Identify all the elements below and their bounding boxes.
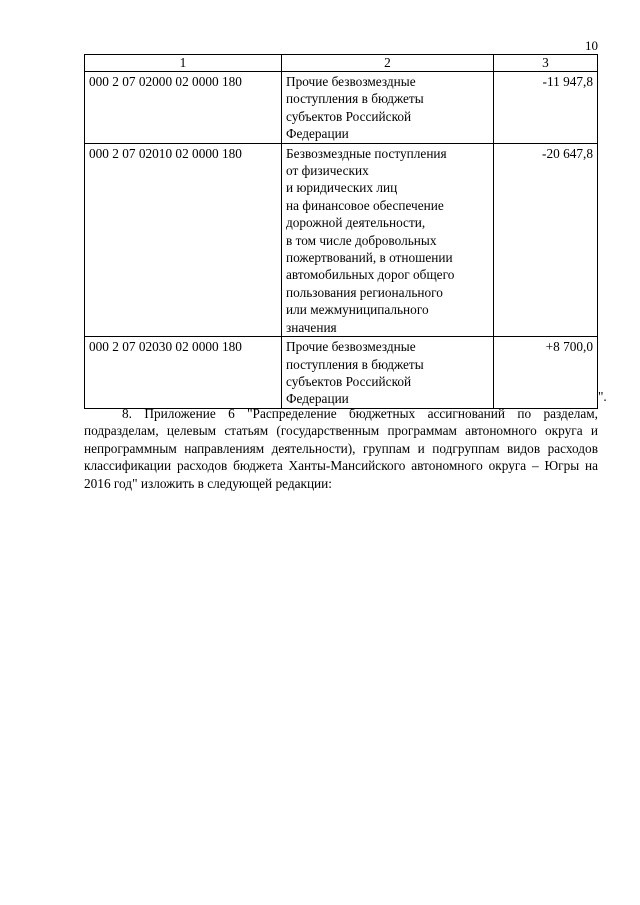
revenue-name-line: Прочие безвозмездные	[286, 74, 416, 89]
revenue-name-line: Прочие безвозмездные	[286, 339, 416, 355]
amount-cell: -11 947,8	[494, 72, 598, 144]
amount-cell: +8 700,0	[494, 337, 598, 409]
table-row	[85, 337, 598, 409]
revenue-name-line: значения	[286, 319, 337, 335]
revenue-name-cell	[282, 337, 494, 409]
column-header-2: 2	[282, 55, 494, 72]
page-number: 10	[585, 38, 598, 53]
revenue-name-line: Федерации	[286, 391, 349, 407]
revenue-name-line: дорожной деятельности,	[286, 215, 426, 231]
budget-revenue-table	[84, 54, 598, 409]
revenue-name-line: пожертвований, в отношении	[286, 250, 453, 266]
table-row	[85, 72, 598, 144]
amendment-paragraph: 8. Приложение 6 "Распределение бюджетных ассигнований по разделам, подразделам, целевым статьям (государственным программам автономного округа и непрограммным направлениям деятельности), группам и подгруппам видов расходов классификации расходов бюджета Ханты-Мансийского автономного округа – Югры на 2016 год" изложить в следующей редакции:	[84, 406, 598, 491]
closing-quote: ".	[598, 389, 607, 404]
revenue-name-line: пользования регионального	[286, 284, 443, 300]
budget-code-cell: 000 2 07 02000 02 0000 180	[85, 72, 282, 144]
revenue-name-line: Федерации	[286, 126, 349, 142]
column-header-1: 1	[85, 55, 282, 72]
revenue-name-line: в том числе добровольных	[286, 232, 437, 248]
revenue-name-line: поступления в бюджеты	[286, 356, 424, 372]
revenue-name-cell	[282, 143, 494, 336]
revenue-name-line: на финансовое обеспечение	[286, 197, 444, 213]
budget-code-cell: 000 2 07 02010 02 0000 180	[85, 143, 282, 336]
revenue-name-line: Безвозмездные поступления	[286, 145, 447, 161]
revenue-name-line: автомобильных дорог общего	[286, 267, 455, 283]
table-header-row	[85, 55, 598, 72]
amount-cell: -20 647,8	[494, 143, 598, 336]
revenue-name-line: субъектов Российской	[286, 373, 412, 389]
budget-code-cell: 000 2 07 02030 02 0000 180	[85, 337, 282, 409]
revenue-name-line: и юридических лиц	[286, 180, 398, 196]
revenue-name-line: или межмуниципального	[286, 302, 429, 318]
table-row	[85, 143, 598, 336]
revenue-name-line: от физических	[286, 163, 369, 179]
revenue-name-line: субъектов Российской	[286, 108, 412, 124]
revenue-name-cell	[282, 72, 494, 144]
column-header-3: 3	[494, 55, 598, 72]
revenue-name-line: поступления в бюджеты	[286, 91, 424, 107]
